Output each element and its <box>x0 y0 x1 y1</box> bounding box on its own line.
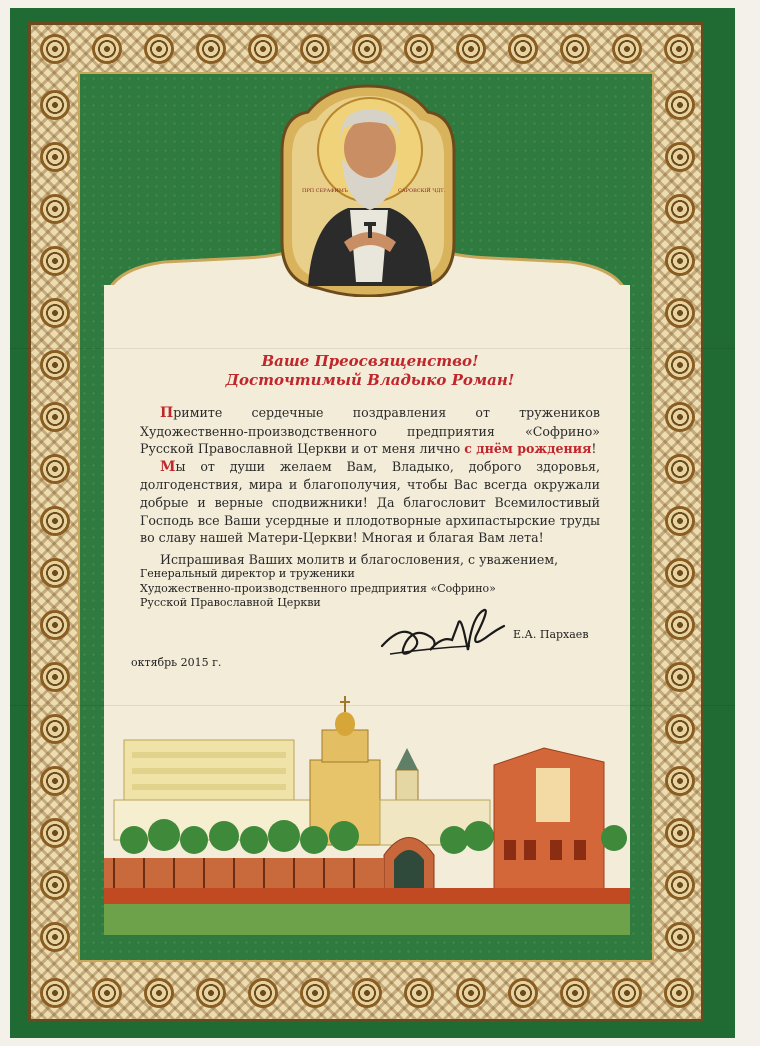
border-rosette <box>40 978 70 1008</box>
border-rosette <box>40 90 70 120</box>
border-rosette <box>144 34 174 64</box>
border-rosette <box>40 818 70 848</box>
border-rosette <box>248 978 278 1008</box>
greeting-line-1: Ваше Преосвященство! <box>261 352 479 370</box>
signer-name: Е.А. Пархаев <box>513 628 589 641</box>
border-rosette <box>456 978 486 1008</box>
border-rosette <box>404 34 434 64</box>
border-rosette <box>196 34 226 64</box>
border-rosette <box>665 610 695 640</box>
border-rosette <box>40 402 70 432</box>
fold-line-top <box>10 348 735 349</box>
border-rosette <box>665 766 695 796</box>
border-rosette <box>40 194 70 224</box>
letter-date: октябрь 2015 г. <box>131 656 222 669</box>
border-rosette <box>665 298 695 328</box>
birthday-highlight: с днём рождения <box>464 441 592 457</box>
border-rosette <box>92 978 122 1008</box>
letter-body <box>140 352 600 568</box>
border-rosette <box>665 246 695 276</box>
border-rosette <box>664 978 694 1008</box>
border-rosette <box>664 34 694 64</box>
paragraph-1 <box>140 404 600 458</box>
border-rosette <box>612 34 642 64</box>
signature-line-3: Русской Православной Церкви <box>140 596 321 609</box>
border-rosette <box>352 34 382 64</box>
border-rosette <box>248 34 278 64</box>
paragraph-2 <box>140 458 600 547</box>
paragraph-2-text: ы от души желаем Вам, Владыко, доброго здоровья, долгоденствия, мира и благополучия, чтобы Вас всегда окружали добрые и верные сподвижники! Да благословит Всемилостивый Господь все Ваши усердные и плодотворные архипастырские труды во славу нашей Матери-Церкви! Многая и благая Вам лета! <box>140 458 600 546</box>
handwritten-signature <box>372 596 512 676</box>
border-rosette <box>612 978 642 1008</box>
border-rosette <box>404 978 434 1008</box>
greeting-line-2: Досточтимый Владыко Роман! <box>225 371 515 389</box>
border-rosette <box>40 454 70 484</box>
border-rosette <box>300 978 330 1008</box>
border-rosette <box>665 870 695 900</box>
paragraph-1-text: римите сердечные поздравления от тружеников Художественно-производственного предприятия «Софрино» Русской Православной Церкви и от меня лично <box>140 405 600 457</box>
border-rosette <box>665 818 695 848</box>
border-rosette <box>196 978 226 1008</box>
border-rosette <box>40 506 70 536</box>
border-rosette <box>508 978 538 1008</box>
border-rosette <box>665 90 695 120</box>
paragraph-1-end: ! <box>591 441 597 457</box>
border-rosette <box>665 662 695 692</box>
border-rosette <box>40 350 70 380</box>
border-rosette <box>40 870 70 900</box>
paragraph-3: Испрашивая Ваших молитв и благословения, с уважением, <box>160 551 559 567</box>
border-rosette <box>40 246 70 276</box>
border-rosette <box>665 506 695 536</box>
paragraph-1-initial: П <box>160 405 174 421</box>
border-rosette <box>665 350 695 380</box>
border-rosette <box>456 34 486 64</box>
border-rosette <box>92 34 122 64</box>
signature-line-1: Генеральный директор и труженики <box>140 567 355 580</box>
fold-line-bottom <box>10 705 735 706</box>
border-rosette <box>40 298 70 328</box>
border-rosette <box>665 454 695 484</box>
border-rosette <box>300 34 330 64</box>
border-rosette <box>665 922 695 952</box>
border-rosette <box>40 922 70 952</box>
border-rosette <box>352 978 382 1008</box>
signature-line-2: Художественно-производственного предприятия «Софрино» <box>140 581 496 595</box>
border-rosette <box>40 558 70 588</box>
border-rosette <box>40 142 70 172</box>
border-rosette <box>665 142 695 172</box>
icon-inscription-left: ПРП СЕРАФИМЪ <box>302 188 348 194</box>
sofrino-buildings-illustration <box>104 690 630 935</box>
icon-inscription-right: САРОВСКIЙ ЧДТ. <box>398 188 446 194</box>
border-rosette <box>665 714 695 744</box>
saint-icon <box>278 82 458 297</box>
paragraph-2-initial: М <box>160 458 176 475</box>
border-rosette <box>40 662 70 692</box>
border-rosette <box>144 978 174 1008</box>
border-rosette <box>560 34 590 64</box>
border-rosette <box>665 558 695 588</box>
border-rosette <box>665 402 695 432</box>
border-rosette <box>40 610 70 640</box>
border-rosette <box>40 34 70 64</box>
border-rosette <box>665 194 695 224</box>
border-rosette <box>40 766 70 796</box>
border-rosette <box>40 714 70 744</box>
border-rosette <box>508 34 538 64</box>
border-rosette <box>560 978 590 1008</box>
